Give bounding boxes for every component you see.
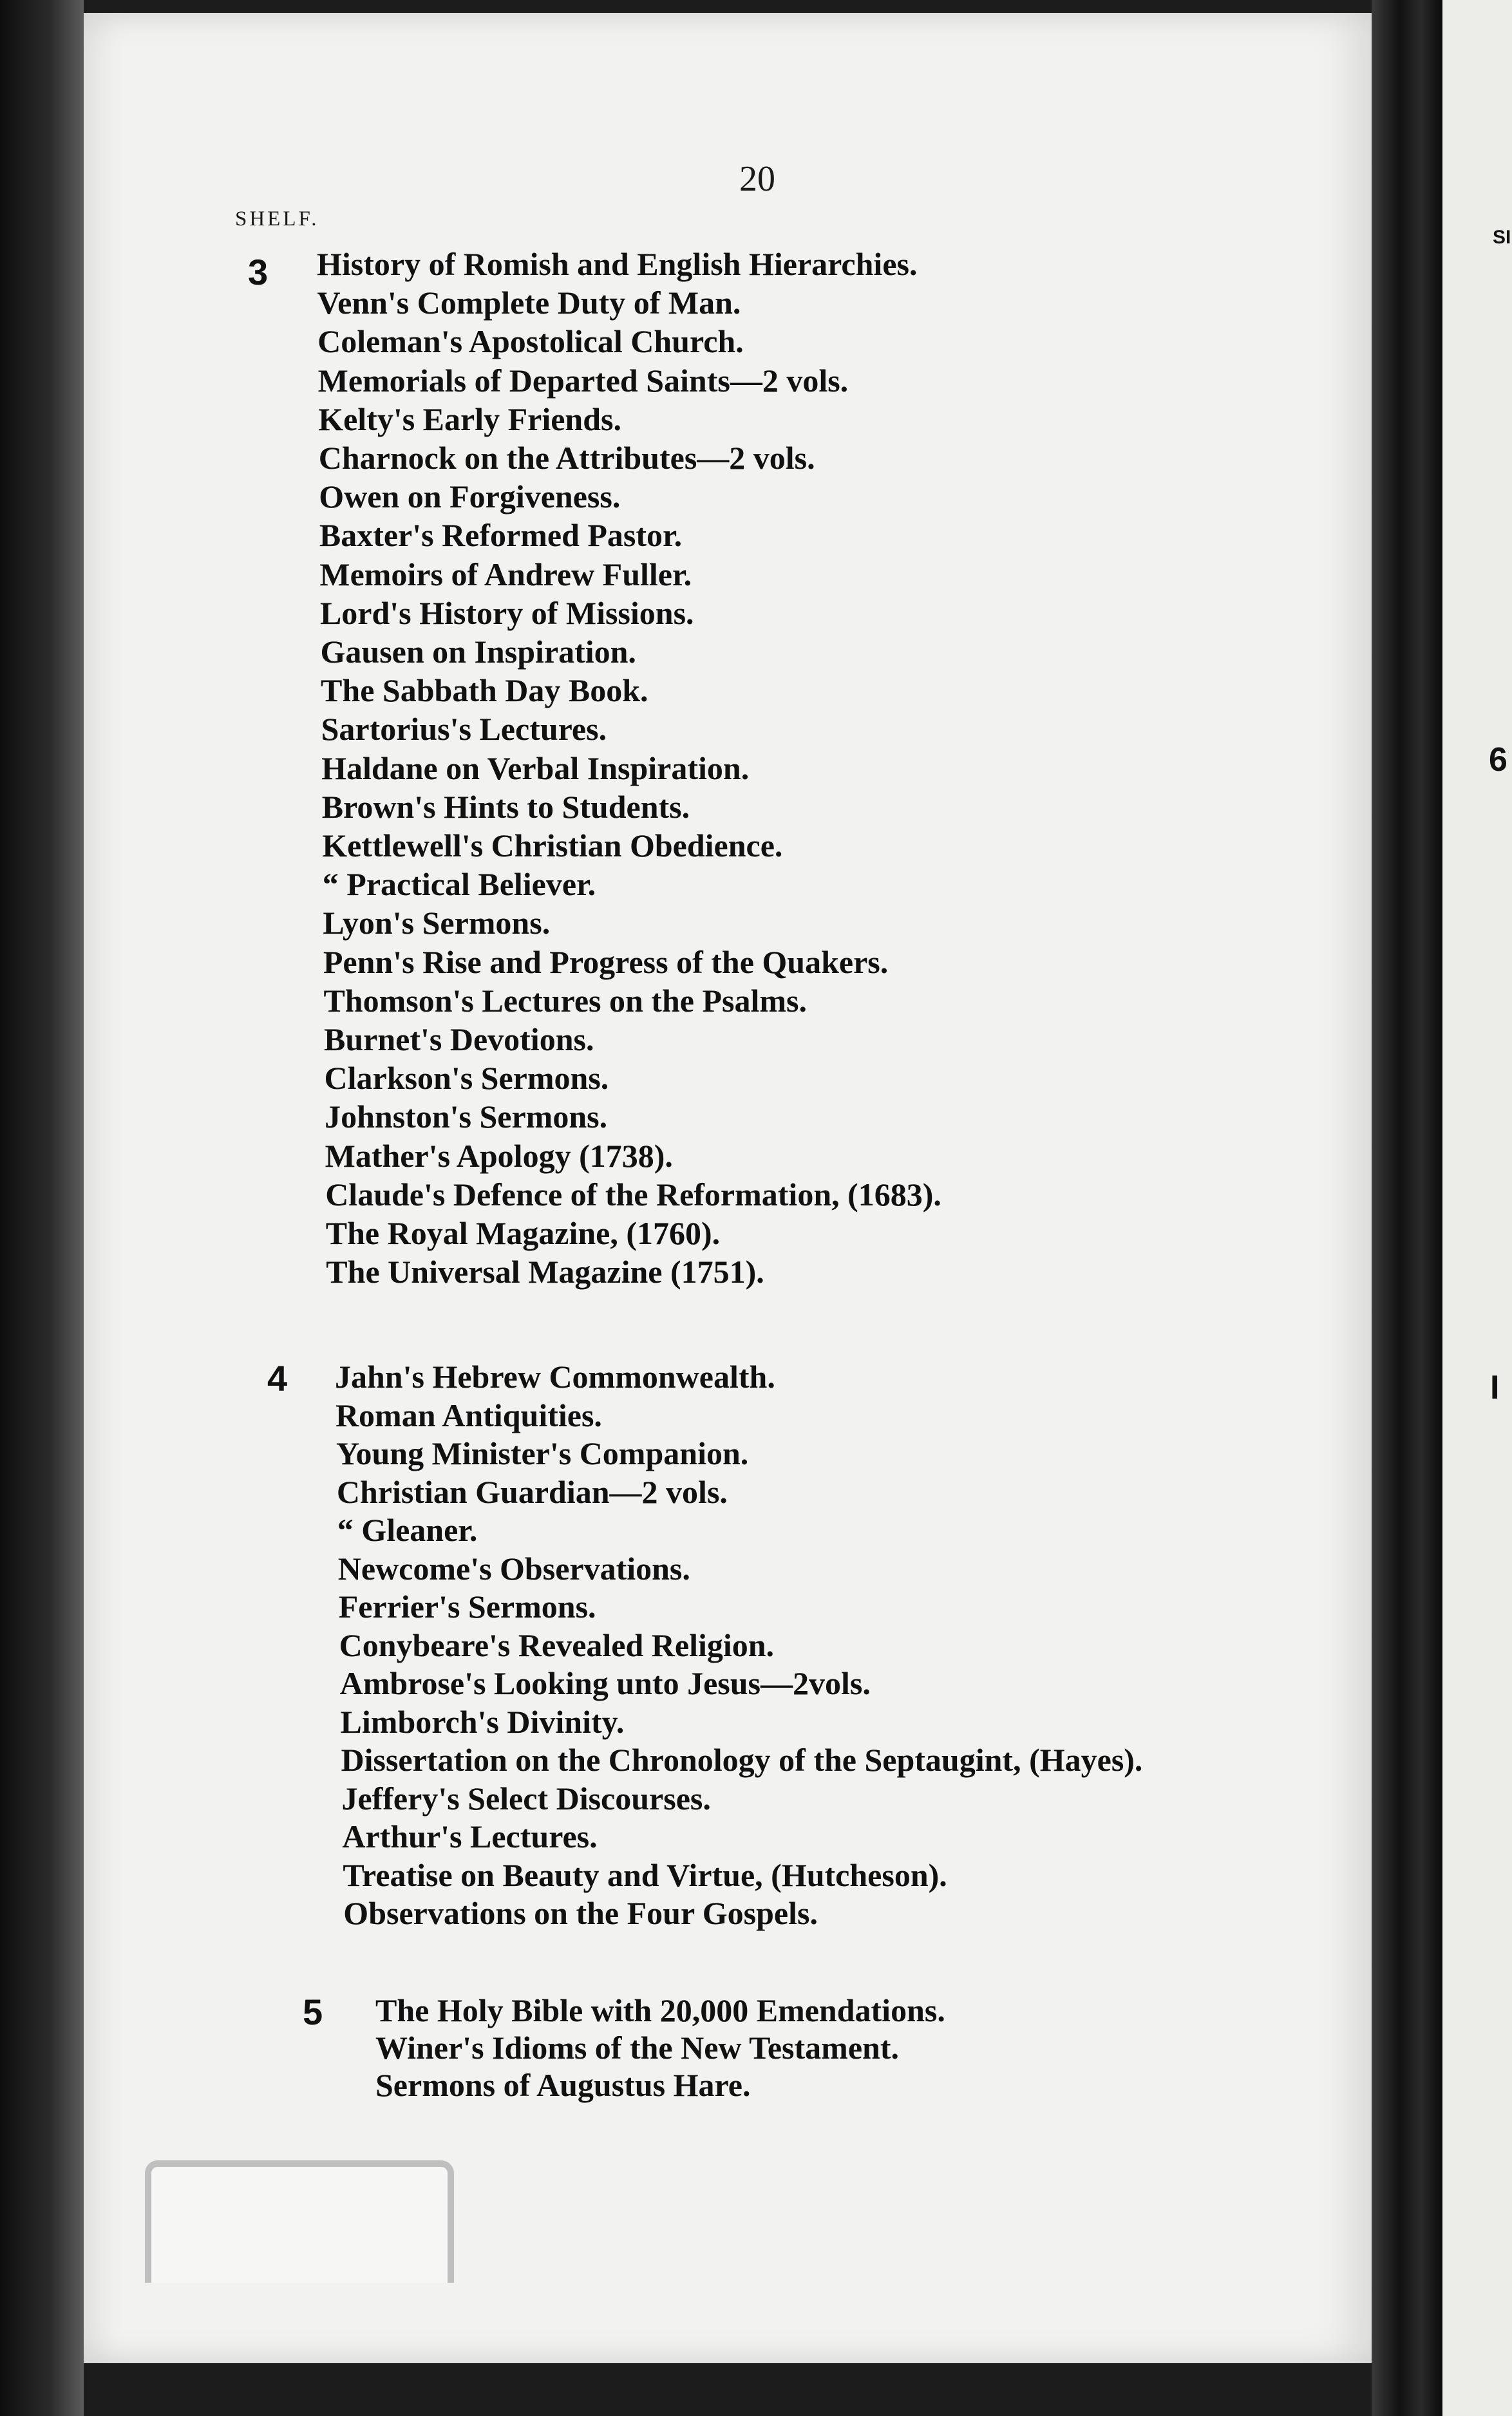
catalogue-entry: Brown's Hints to Students. [321, 788, 690, 825]
catalogue-entry: Penn's Rise and Progress of the Quakers. [323, 943, 889, 980]
catalogue-entry: Sermons of Augustus Hare. [375, 2067, 751, 2103]
catalogue-entry: Treatise on Beauty and Virtue, (Hutcheson). [343, 1856, 947, 1893]
catalogue-entry: Christian Guardian—2 vols. [336, 1473, 728, 1510]
catalogue-entry: Lyon's Sermons. [323, 905, 551, 941]
catalogue-entry: Ambrose's Looking unto Jesus—2vols. [339, 1665, 871, 1701]
shelf-column-heading: SHELF. [235, 207, 319, 231]
catalogue-entry: Baxter's Reformed Pastor. [319, 517, 683, 554]
catalogue-entry: Roman Antiquities. [335, 1397, 602, 1433]
catalogue-entry: The Sabbath Day Book. [321, 672, 648, 709]
catalogue-entry: Gausen on Inspiration. [320, 634, 636, 670]
catalogue-entry: Johnston's Sermons. [325, 1099, 608, 1135]
book-gutter [1372, 0, 1442, 2416]
facing-page-shelf-fragment-2: I [1490, 1369, 1500, 1406]
catalogue-entry: The Holy Bible with 20,000 Emendations. [375, 1992, 945, 2028]
catalogue-entry: Owen on Forgiveness. [319, 478, 621, 515]
catalogue-entry: Memoirs of Andrew Fuller. [319, 556, 692, 592]
catalogue-entry: Memorials of Departed Saints—2 vols. [317, 362, 849, 399]
catalogue-entry: Kelty's Early Friends. [318, 401, 621, 437]
catalogue-entry: Burnet's Devotions. [324, 1021, 594, 1057]
catalogue-entry: “ Gleaner. [337, 1512, 478, 1548]
catalogue-entry: The Universal Magazine (1751). [326, 1254, 764, 1290]
page-number: 20 [739, 159, 775, 199]
facing-page-edge [1442, 0, 1512, 2416]
catalogue-entry: Conybeare's Revealed Religion. [339, 1627, 775, 1663]
catalogue-entry: Observations on the Four Gospels. [343, 1895, 818, 1931]
catalogue-entry: The Royal Magazine, (1760). [325, 1215, 721, 1251]
catalogue-entry: Limborch's Divinity. [340, 1703, 625, 1740]
catalogue-entry: Arthur's Lectures. [342, 1818, 598, 1854]
catalogue-entry: Venn's Complete Duty of Man. [317, 285, 741, 321]
page-clip [145, 2160, 454, 2283]
catalogue-entry: Jahn's Hebrew Commonwealth. [335, 1359, 775, 1395]
book-edge-left [0, 0, 84, 2416]
catalogue-entry: Mather's Apology (1738). [325, 1137, 673, 1174]
catalogue-entry: “ Practical Believer. [322, 866, 596, 903]
catalogue-entry: History of Romish and English Hierarchies. [317, 246, 918, 282]
catalogue-entry: Haldane on Verbal Inspiration. [321, 750, 750, 786]
catalogue-entry: Young Minister's Companion. [335, 1435, 749, 1471]
catalogue-entry: Coleman's Apostolical Church. [317, 323, 744, 360]
catalogue-entry: Clarkson's Sermons. [324, 1060, 609, 1097]
facing-page-heading-fragment: SI [1493, 227, 1511, 248]
catalogue-entry: Claude's Defence of the Reformation, (1683). [325, 1176, 941, 1213]
catalogue-entry: Thomson's Lectures on the Psalms. [323, 982, 807, 1019]
catalogue-entry: Ferrier's Sermons. [338, 1589, 596, 1625]
catalogue-entry: Charnock on the Attributes—2 vols. [318, 440, 815, 476]
catalogue-entry: Dissertation on the Chronology of the Septaugint, (Hayes). [341, 1742, 1143, 1778]
shelf-number-3: 3 [248, 252, 269, 292]
catalogue-entry: Lord's History of Missions. [319, 594, 694, 631]
facing-page-shelf-fragment-1: 6 [1489, 741, 1507, 779]
catalogue-entry: Winer's Idioms of the New Testament. [375, 2030, 899, 2066]
shelf-number-4: 4 [267, 1358, 288, 1399]
catalogue-entry: Sartorius's Lectures. [321, 711, 607, 748]
shelf-number-5: 5 [303, 1992, 323, 2032]
catalogue-entry: Newcome's Observations. [337, 1550, 690, 1587]
catalogue-entry: Jeffery's Select Discourses. [341, 1780, 711, 1817]
catalogue-entry: Kettlewell's Christian Obedience. [322, 827, 783, 864]
